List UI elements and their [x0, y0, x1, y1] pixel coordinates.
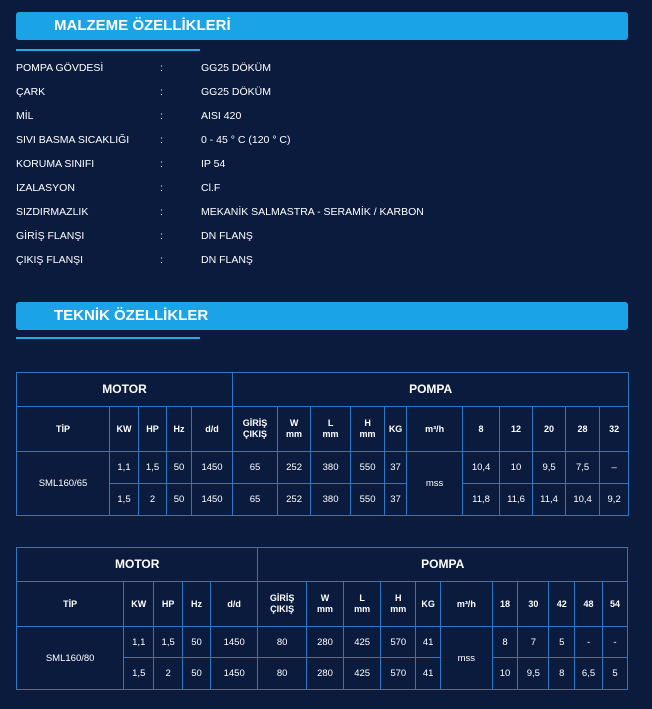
cell-h: 570 — [381, 627, 416, 658]
cell-hp: 2 — [154, 658, 183, 690]
spec-separator: : — [160, 158, 163, 170]
cell-hz: 50 — [183, 627, 211, 658]
cell-kw: 1,1 — [124, 627, 154, 658]
motor-header: MOTOR — [17, 548, 258, 582]
column-header: Hz — [183, 582, 211, 627]
spec-label: MİL — [16, 110, 34, 122]
column-header: HP — [154, 582, 183, 627]
spec-row — [16, 58, 636, 78]
flow-cell: 6,5 — [575, 658, 603, 690]
flow-cell: 9,5 — [533, 452, 566, 484]
flow-cell: – — [600, 452, 629, 484]
spec-separator: : — [160, 62, 163, 74]
flow-cell: 9,5 — [518, 658, 549, 690]
spec-label: POMPA GÖVDESİ — [16, 62, 104, 74]
column-header: d/d — [192, 407, 233, 452]
cell-kw: 1,5 — [124, 658, 154, 690]
unit-cell: mss — [407, 452, 463, 516]
spec-value: DN FLANŞ — [201, 254, 253, 266]
cell-hp: 1,5 — [139, 452, 167, 484]
unit-cell: mss — [441, 627, 493, 690]
column-header: 42 — [549, 582, 575, 627]
spec-row — [16, 154, 636, 174]
tip-cell: SML160/65 — [17, 452, 110, 516]
cell-giris: 65 — [233, 452, 278, 484]
cell-giris: 65 — [233, 484, 278, 516]
flow-cell: 10,4 — [566, 484, 600, 516]
flow-cell: - — [602, 627, 627, 658]
table-row — [17, 627, 628, 658]
spec-value: Cl.F — [201, 182, 221, 194]
column-header-row — [17, 407, 629, 452]
cell-kg: 37 — [385, 452, 407, 484]
flow-cell: 9,2 — [600, 484, 629, 516]
cell-kg: 41 — [416, 658, 441, 690]
cell-hp: 2 — [139, 484, 167, 516]
cell-kw: 1,5 — [110, 484, 139, 516]
spec-row — [16, 202, 636, 222]
cell-hp: 1,5 — [154, 627, 183, 658]
cell-giris: 80 — [258, 658, 306, 690]
column-header: 48 — [575, 582, 603, 627]
column-header: 30 — [518, 582, 549, 627]
flow-cell: 11,6 — [500, 484, 533, 516]
column-header: KG — [416, 582, 441, 627]
column-header: KW — [124, 582, 154, 627]
spec-separator: : — [160, 86, 163, 98]
spec-separator: : — [160, 110, 163, 122]
teknik-section-title: TEKNİK ÖZELLİKLER — [16, 302, 628, 330]
column-header: 20 — [533, 407, 566, 452]
spec-row — [16, 82, 636, 102]
flow-cell: 5 — [602, 658, 627, 690]
spec-separator: : — [160, 206, 163, 218]
spec-value: MEKANİK SALMASTRA - SERAMİK / KARBON — [201, 206, 424, 218]
column-header: TİP — [17, 582, 124, 627]
column-header: 8 — [463, 407, 500, 452]
cell-dd: 1450 — [210, 627, 258, 658]
cell-l: 425 — [344, 627, 381, 658]
cell-w: 280 — [306, 658, 343, 690]
spec-label: ÇARK — [16, 86, 46, 98]
tip-cell: SML160/80 — [17, 627, 124, 690]
cell-giris: 80 — [258, 627, 306, 658]
flow-cell: 5 — [549, 627, 575, 658]
column-header: GİRİŞ ÇIKIŞ — [258, 582, 306, 627]
malzeme-title-underline — [16, 49, 200, 51]
column-header: TİP — [17, 407, 110, 452]
cell-w: 252 — [278, 484, 311, 516]
cell-w: 252 — [278, 452, 311, 484]
cell-h: 570 — [381, 658, 416, 690]
spec-label: IZALASYON — [16, 182, 75, 194]
column-header: GİRİŞ ÇIKIŞ — [233, 407, 278, 452]
cell-kg: 41 — [416, 627, 441, 658]
cell-kg: 37 — [385, 484, 407, 516]
column-header: d/d — [210, 582, 258, 627]
spec-separator: : — [160, 230, 163, 242]
column-header: m³/h — [407, 407, 463, 452]
spec-row — [16, 178, 636, 198]
spec-label: ÇIKIŞ FLANŞI — [16, 254, 84, 266]
spec-separator: : — [160, 182, 163, 194]
column-header: KW — [110, 407, 139, 452]
spec-value: GG25 DÖKÜM — [201, 62, 272, 74]
table-row — [17, 452, 629, 484]
column-header: 54 — [602, 582, 627, 627]
cell-kw: 1,1 — [110, 452, 139, 484]
cell-l: 425 — [344, 658, 381, 690]
teknik-title-underline — [16, 337, 200, 339]
flow-cell: 8 — [549, 658, 575, 690]
flow-cell: 11,4 — [533, 484, 566, 516]
tech-table-sml160-65 — [16, 372, 629, 516]
flow-cell: 10 — [492, 658, 518, 690]
spec-separator: : — [160, 254, 163, 266]
column-header: 28 — [566, 407, 600, 452]
cell-dd: 1450 — [192, 452, 233, 484]
cell-h: 550 — [351, 452, 385, 484]
spec-label: GİRİŞ FLANŞI — [16, 230, 85, 242]
column-header-row — [17, 582, 628, 627]
spec-value: DN FLANŞ — [201, 230, 253, 242]
column-header: Hz — [167, 407, 192, 452]
flow-cell: 10 — [500, 452, 533, 484]
spec-row — [16, 250, 636, 270]
motor-header: MOTOR — [17, 373, 233, 407]
column-header: H mm — [381, 582, 416, 627]
spec-label: SIZDIRMAZLIK — [16, 206, 89, 218]
spec-row — [16, 106, 636, 126]
spec-row — [16, 226, 636, 246]
column-header: W mm — [306, 582, 343, 627]
column-header: 18 — [492, 582, 518, 627]
column-header: H mm — [351, 407, 385, 452]
cell-hz: 50 — [167, 452, 192, 484]
flow-cell: 11,8 — [463, 484, 500, 516]
malzeme-section-title: MALZEME ÖZELLİKLERİ — [16, 12, 628, 40]
cell-dd: 1450 — [192, 484, 233, 516]
cell-h: 550 — [351, 484, 385, 516]
spec-label: KORUMA SINIFI — [16, 158, 95, 170]
flow-cell: 7 — [518, 627, 549, 658]
spec-value: AISI 420 — [201, 110, 242, 122]
flow-cell: - — [575, 627, 603, 658]
spec-value: GG25 DÖKÜM — [201, 86, 272, 98]
spec-value: IP 54 — [201, 158, 226, 170]
pompa-header: POMPA — [233, 373, 629, 407]
column-header: L mm — [311, 407, 351, 452]
cell-dd: 1450 — [210, 658, 258, 690]
column-header: 32 — [600, 407, 629, 452]
flow-cell: 8 — [492, 627, 518, 658]
column-header: KG — [385, 407, 407, 452]
column-header: m³/h — [441, 582, 493, 627]
column-header: L mm — [344, 582, 381, 627]
cell-hz: 50 — [167, 484, 192, 516]
flow-cell: 10,4 — [463, 452, 500, 484]
spec-row — [16, 130, 636, 150]
spec-value: 0 - 45 ° C (120 ° C) — [201, 134, 291, 146]
cell-hz: 50 — [183, 658, 211, 690]
cell-l: 380 — [311, 484, 351, 516]
spec-label: SIVI BASMA SICAKLIĞI — [16, 134, 130, 146]
column-header: 12 — [500, 407, 533, 452]
flow-cell: 7,5 — [566, 452, 600, 484]
pompa-header: POMPA — [258, 548, 628, 582]
column-header: W mm — [278, 407, 311, 452]
spec-separator: : — [160, 134, 163, 146]
tech-table-sml160-80 — [16, 547, 628, 690]
cell-w: 280 — [306, 627, 343, 658]
column-header: HP — [139, 407, 167, 452]
cell-l: 380 — [311, 452, 351, 484]
